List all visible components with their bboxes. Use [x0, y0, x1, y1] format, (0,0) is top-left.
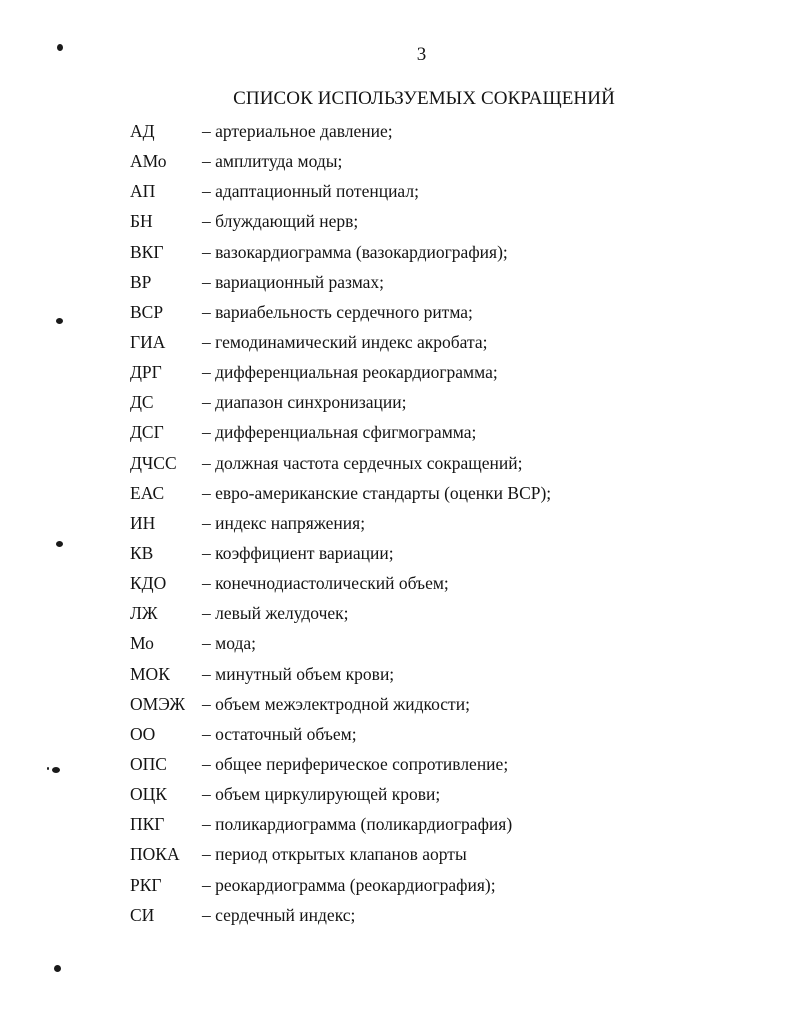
- abbreviation-definition: – объем циркулирующей крови;: [202, 784, 441, 805]
- abbreviation-definition: – артериальное давление;: [202, 121, 393, 141]
- list-item: [130, 630, 551, 660]
- abbreviation-definition: – поликардиограмма (поликардиография): [202, 814, 513, 835]
- abbreviation-definition: – вариационный размах;: [202, 271, 385, 292]
- list-item: [130, 208, 551, 238]
- abbreviation-definition: – коэффициент вариации;: [202, 542, 394, 563]
- list-item: [130, 510, 551, 540]
- abbreviation-definition: – вариабельность сердечного ритма;: [202, 301, 473, 322]
- scan-speck: [54, 965, 61, 972]
- abbreviation-definition: – вазокардиограмма (вазокардиография);: [202, 241, 508, 262]
- abbreviation-term: Мо: [130, 633, 154, 654]
- abbreviation-term: АД: [130, 121, 155, 141]
- list-item: [130, 480, 551, 510]
- abbreviation-definition: – левый желудочек;: [202, 603, 349, 624]
- abbreviation-term: ГИА: [130, 331, 166, 352]
- abbreviation-definition: – объем межэлектродной жидкости;: [202, 693, 470, 714]
- abbreviation-definition: – гемодинамический индекс акробата;: [202, 331, 488, 352]
- list-item: [130, 721, 551, 751]
- list-item: [130, 841, 551, 871]
- abbreviation-definition: – должная частота сердечных сокращений;: [202, 452, 523, 473]
- list-item: [130, 419, 551, 449]
- abbreviation-definition: – дифференциальная реокардиограмма;: [202, 362, 498, 383]
- list-item: [130, 329, 551, 359]
- abbreviation-term: ДЧСС: [130, 452, 177, 473]
- abbreviation-term: ВР: [130, 271, 152, 292]
- abbreviation-term: ПКГ: [130, 814, 165, 835]
- scan-speck: [56, 318, 63, 324]
- page-number: 3: [416, 44, 427, 65]
- abbreviation-term: РКГ: [130, 874, 162, 895]
- abbreviation-term: ЛЖ: [130, 603, 158, 624]
- list-item: [130, 540, 551, 570]
- abbreviation-definition: – адаптационный потенциал;: [202, 181, 419, 202]
- abbreviation-definition: – конечнодиастолический объем;: [202, 573, 449, 594]
- list-item: [130, 811, 551, 841]
- list-item: [130, 299, 551, 329]
- abbreviation-term: СИ: [130, 904, 155, 925]
- abbreviation-term: АП: [130, 181, 156, 202]
- abbreviation-definition: – евро-американские стандарты (оценки ВСР);: [202, 482, 552, 503]
- abbreviation-term: ИН: [130, 512, 156, 533]
- scan-speck: [47, 767, 49, 770]
- list-item: [130, 389, 551, 419]
- abbreviation-list: [130, 118, 551, 932]
- abbreviation-term: ОО: [130, 723, 156, 744]
- abbreviation-term: ОМЭЖ: [130, 693, 185, 714]
- scan-speck: [52, 767, 60, 773]
- abbreviation-definition: – дифференциальная сфигмограмма;: [202, 422, 477, 443]
- scan-speck: [57, 44, 63, 51]
- abbreviation-term: КДО: [130, 573, 167, 594]
- abbreviation-term: МОК: [130, 663, 170, 684]
- list-item: [130, 570, 551, 600]
- list-item: [130, 691, 551, 721]
- list-item: [130, 239, 551, 269]
- abbreviation-term: ДРГ: [130, 362, 162, 383]
- page-title: СПИСОК ИСПОЛЬЗУЕМЫХ СОКРАЩЕНИЙ: [233, 88, 615, 109]
- abbreviation-definition: – общее периферическое сопротивление;: [202, 753, 509, 774]
- abbreviation-definition: – сердечный индекс;: [202, 904, 356, 925]
- list-item: [130, 118, 551, 148]
- abbreviation-definition: – период открытых клапанов аорты: [202, 844, 467, 865]
- abbreviation-term: ЕАС: [130, 482, 165, 503]
- list-item: [130, 269, 551, 299]
- abbreviation-term: ДС: [130, 392, 154, 413]
- list-item: [130, 751, 551, 781]
- list-item: [130, 359, 551, 389]
- abbreviation-definition: – индекс напряжения;: [202, 512, 366, 533]
- abbreviation-term: ДСГ: [130, 422, 164, 443]
- abbreviation-definition: – остаточный объем;: [202, 723, 357, 744]
- abbreviation-definition: – мода;: [202, 633, 256, 654]
- list-item: [130, 902, 551, 932]
- abbreviation-term: ОПС: [130, 753, 167, 774]
- abbreviation-definition: – минутный объем крови;: [202, 663, 395, 684]
- abbreviation-term: ВСР: [130, 301, 164, 322]
- abbreviation-definition: – амплитуда моды;: [202, 151, 343, 172]
- list-item: [130, 600, 551, 630]
- list-item: [130, 178, 551, 208]
- scan-speck: [56, 541, 63, 547]
- abbreviation-term: АМо: [130, 151, 167, 172]
- list-item: [130, 148, 551, 178]
- abbreviation-definition: – реокардиограмма (реокардиография);: [202, 874, 496, 895]
- abbreviation-term: КВ: [130, 542, 154, 563]
- abbreviation-term: ОЦК: [130, 784, 167, 805]
- list-item: [130, 781, 551, 811]
- abbreviation-definition: – диапазон синхронизации;: [202, 392, 407, 413]
- list-item: [130, 661, 551, 691]
- abbreviation-term: ПОКА: [130, 844, 180, 865]
- abbreviation-term: ВКГ: [130, 241, 164, 262]
- abbreviation-term: БН: [130, 211, 153, 232]
- list-item: [130, 450, 551, 480]
- list-item: [130, 872, 551, 902]
- abbreviation-definition: – блуждающий нерв;: [202, 211, 359, 232]
